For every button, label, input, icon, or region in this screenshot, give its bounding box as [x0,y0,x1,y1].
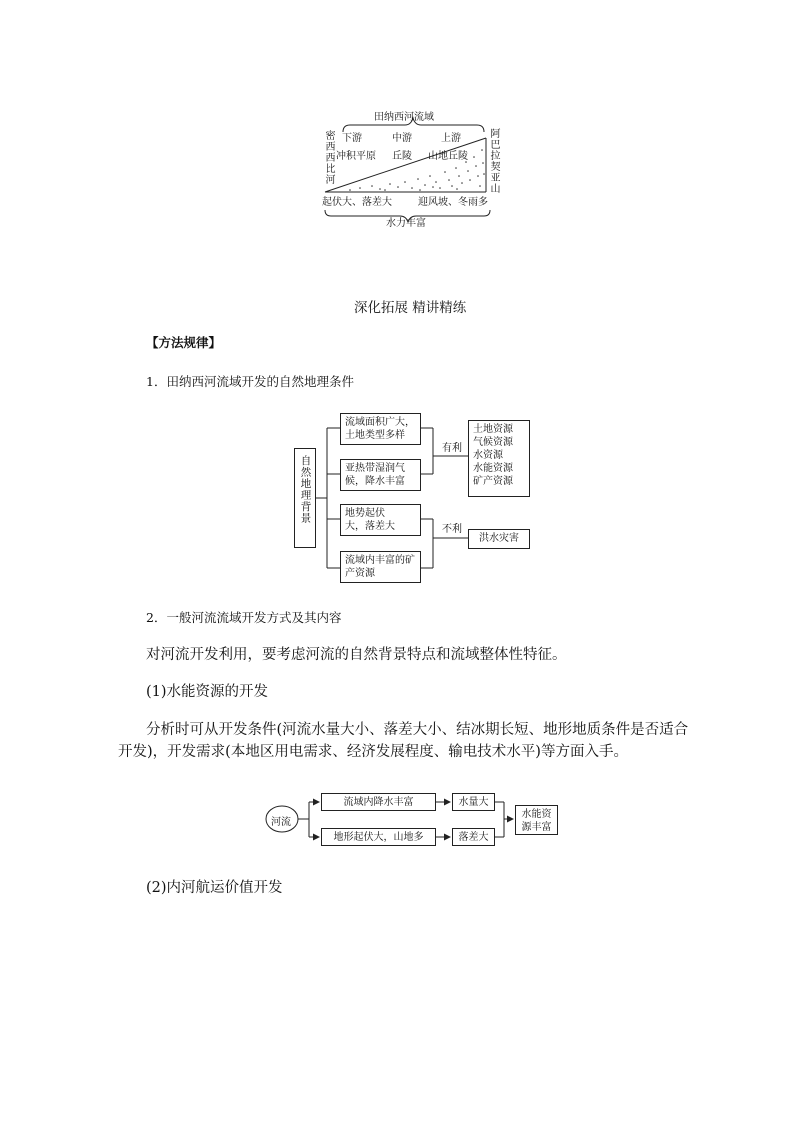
resource-item: 矿产资源 [473,476,513,487]
factor-1-label: 流域面积广大，土地类型多样 [345,417,415,441]
lower-terrain-label: 冲积平原 [336,151,376,162]
factor-4-label: 流域内丰富的矿产资源 [345,555,415,579]
subheading-1: (1)水能资源的开发 [146,684,269,700]
unfavorable-label: 不利 [442,524,462,535]
result-box-2 [452,828,495,846]
resource-item: 气候资源 [473,437,513,448]
resource-item: 水能资源 [473,463,513,474]
final-result-box [515,805,558,835]
flood-disaster-label: 洪水灾害 [479,533,519,544]
item2-heading: 2．一般河流流域开发方式及其内容 [146,610,342,625]
bottom-left-note: 起伏大、落差大 [322,197,392,208]
paragraph-2-line-2: 开发)，开发需求(本地区用电需求、经济发展程度、输电技术水平)等方面入手。 [118,744,628,760]
resource-item: 土地资源 [473,424,513,435]
condition-1-label: 流域内降水丰富 [343,797,414,808]
factor-3-label: 地势起伏大，落差大 [345,508,395,532]
upper-reach-label: 上游 [441,133,461,144]
result-box-1 [452,793,495,811]
section-title: 深化拓展 精讲精练 [354,300,467,316]
subheading-2: (2)内河航运价值开发 [146,880,283,896]
upper-terrain-label: 山地丘陵 [428,151,468,162]
bottom-right-note: 迎风坡、冬雨多 [418,197,488,208]
condition-box-2 [321,828,436,846]
result-1-label: 水量大 [458,797,489,808]
bottom-conclusion: 水力丰富 [386,218,426,229]
basin-label: 田纳西河流域 [374,112,434,123]
middle-reach-label: 中游 [392,133,412,144]
condition-box-1 [321,793,436,811]
final-result-label: 水能资源丰富 [521,809,552,833]
river-node: 河流 [271,817,291,828]
item1-heading: 1．田纳西河流域开发的自然地理条件 [146,374,354,389]
appalachian-label: 阿巴拉契亚山 [488,128,499,194]
result-2-label: 落差大 [458,832,489,843]
favorable-label: 有利 [442,443,462,454]
paragraph-1: 对河流开发利用，要考虑河流的自然背景特点和流域整体性特征。 [146,647,567,663]
factor-2-label: 亚热带湿润气候，降水丰富 [345,463,405,487]
method-heading: 【方法规律】 [146,335,222,350]
resource-item: 水资源 [473,450,503,461]
condition-2-label: 地形起伏大，山地多 [333,832,424,843]
root-label: 自然地理背景 [299,455,312,524]
mississippi-label: 密西西比河 [323,130,334,185]
paragraph-2-line-1: 分析时可从开发条件(河流水量大小、落差大小、结冰期长短、地形地质条件是否适合 [146,722,689,738]
lower-reach-label: 下游 [342,133,362,144]
middle-terrain-label: 丘陵 [392,151,412,162]
